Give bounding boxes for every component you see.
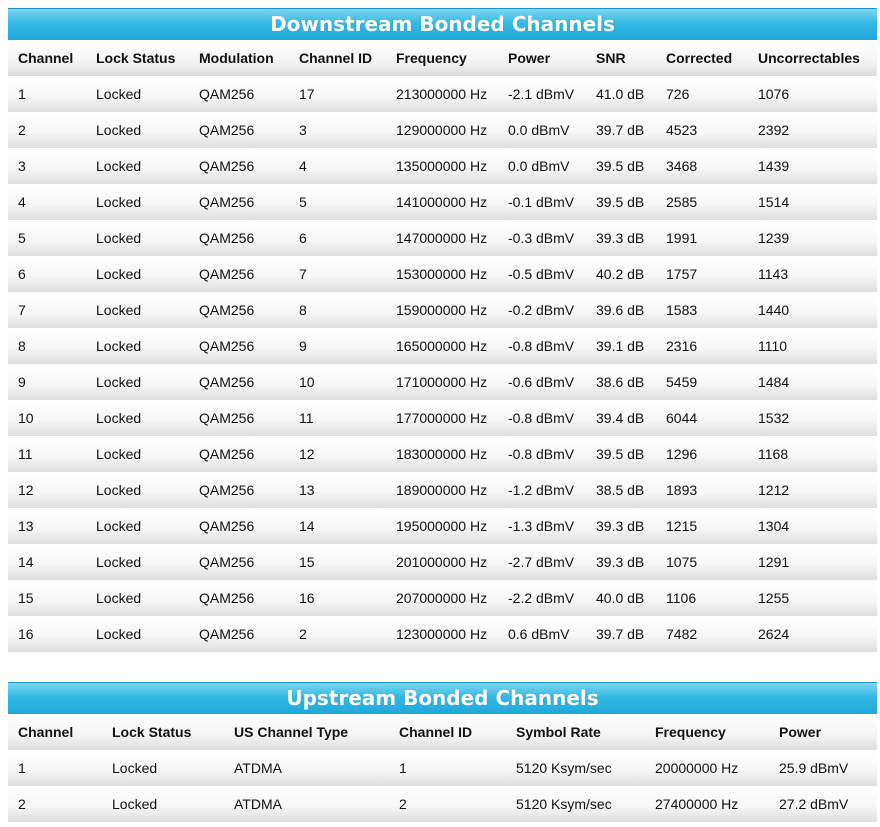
cell-frequency: 201000000 Hz (396, 554, 488, 570)
cell-modulation: QAM256 (199, 266, 255, 282)
cell-snr: 39.5 dB (596, 158, 645, 174)
cell-lock-status: Locked (96, 626, 142, 642)
cell-corrected: 1296 (666, 446, 698, 462)
col-header-frequency: Frequency (396, 50, 467, 66)
col-header-us-channel-type: US Channel Type (234, 724, 349, 740)
cell-us-channel-type: ATDMA (234, 760, 282, 776)
cell-modulation: QAM256 (199, 194, 255, 210)
table-row (8, 472, 877, 508)
cell-frequency: 213000000 Hz (396, 86, 488, 102)
cell-corrected: 4523 (666, 122, 698, 138)
downstream-rows (8, 76, 877, 652)
cell-channel-id: 5 (299, 194, 307, 210)
table-row (8, 112, 877, 148)
cell-modulation: QAM256 (199, 446, 255, 462)
cell-uncorrectables: 2392 (758, 122, 790, 138)
cell-snr: 41.0 dB (596, 86, 645, 102)
cell-uncorrectables: 2624 (758, 626, 790, 642)
cell-channel: 4 (18, 194, 26, 210)
cell-power: -0.3 dBmV (508, 230, 575, 246)
cell-corrected: 1215 (666, 518, 698, 534)
cell-modulation: QAM256 (199, 482, 255, 498)
cell-corrected: 1106 (666, 590, 697, 606)
cell-symbol-rate: 5120 Ksym/sec (516, 796, 612, 812)
cell-frequency: 165000000 Hz (396, 338, 488, 354)
cell-power: -0.8 dBmV (508, 338, 575, 354)
cell-snr: 39.1 dB (596, 338, 645, 354)
cell-snr: 39.6 dB (596, 302, 645, 318)
cell-channel: 7 (18, 302, 26, 318)
cell-channel-id: 1 (399, 760, 407, 776)
cell-snr: 40.0 dB (596, 590, 645, 606)
cell-uncorrectables: 1514 (758, 194, 790, 210)
cell-frequency: 195000000 Hz (396, 518, 488, 534)
cell-modulation: QAM256 (199, 626, 255, 642)
cell-lock-status: Locked (96, 230, 142, 246)
cell-power: -0.5 dBmV (508, 266, 575, 282)
cell-channel: 2 (18, 122, 26, 138)
col-header-uncorrectables: Uncorrectables (758, 50, 860, 66)
cell-channel: 2 (18, 796, 26, 812)
upstream-panel (8, 682, 877, 822)
cell-power: -2.1 dBmV (508, 86, 575, 102)
cell-frequency: 27400000 Hz (655, 796, 739, 812)
cell-corrected: 5459 (666, 374, 698, 390)
col-header-symbol-rate: Symbol Rate (516, 724, 601, 740)
cell-lock-status: Locked (96, 266, 142, 282)
cell-modulation: QAM256 (199, 590, 255, 606)
col-header-power: Power (779, 724, 822, 740)
col-header-corrected: Corrected (666, 50, 733, 66)
cell-channel-id: 4 (299, 158, 307, 174)
table-row (8, 750, 877, 786)
cell-uncorrectables: 1076 (758, 86, 790, 102)
cell-uncorrectables: 1440 (758, 302, 790, 318)
table-row (8, 256, 877, 292)
downstream-panel (8, 8, 877, 652)
cell-power: 27.2 dBmV (779, 796, 849, 812)
table-row (8, 292, 877, 328)
cell-snr: 39.3 dB (596, 518, 645, 534)
cell-uncorrectables: 1143 (758, 266, 789, 282)
cell-channel-id: 2 (399, 796, 407, 812)
cell-lock-status: Locked (96, 158, 142, 174)
cell-lock-status: Locked (112, 796, 158, 812)
cell-modulation: QAM256 (199, 302, 255, 318)
cell-lock-status: Locked (112, 760, 158, 776)
cell-uncorrectables: 1110 (758, 338, 788, 354)
cell-lock-status: Locked (96, 302, 142, 318)
cell-corrected: 1757 (666, 266, 698, 282)
cell-frequency: 159000000 Hz (396, 302, 488, 318)
cell-lock-status: Locked (96, 374, 142, 390)
cell-uncorrectables: 1168 (758, 446, 789, 462)
cell-lock-status: Locked (96, 194, 142, 210)
cell-channel: 8 (18, 338, 26, 354)
cell-channel-id: 7 (299, 266, 307, 282)
col-header-frequency: Frequency (655, 724, 726, 740)
cell-frequency: 135000000 Hz (396, 158, 488, 174)
cell-channel-id: 16 (299, 590, 315, 606)
cell-channel-id: 14 (299, 518, 315, 534)
downstream-header-row (8, 40, 877, 76)
col-header-channel-id: Channel ID (399, 724, 473, 740)
cell-channel: 1 (18, 760, 26, 776)
cell-modulation: QAM256 (199, 338, 255, 354)
cell-corrected: 6044 (666, 410, 698, 426)
cell-power: -2.2 dBmV (508, 590, 575, 606)
cell-channel-id: 2 (299, 626, 307, 642)
cell-lock-status: Locked (96, 86, 142, 102)
cell-uncorrectables: 1439 (758, 158, 790, 174)
cell-snr: 38.6 dB (596, 374, 645, 390)
cell-channel: 12 (18, 482, 34, 498)
upstream-header-row (8, 714, 877, 750)
cell-corrected: 1583 (666, 302, 698, 318)
cell-channel-id: 15 (299, 554, 315, 570)
cell-channel-id: 11 (299, 410, 314, 426)
cell-channel-id: 13 (299, 482, 315, 498)
cell-frequency: 177000000 Hz (396, 410, 488, 426)
cell-channel-id: 3 (299, 122, 307, 138)
cell-power: 0.0 dBmV (508, 158, 570, 174)
cell-corrected: 2585 (666, 194, 698, 210)
upstream-table (8, 714, 877, 822)
cell-modulation: QAM256 (199, 158, 255, 174)
cell-channel: 16 (18, 626, 34, 642)
cell-uncorrectables: 1291 (758, 554, 790, 570)
cell-modulation: QAM256 (199, 518, 255, 534)
cell-uncorrectables: 1239 (758, 230, 790, 246)
table-row (8, 436, 877, 472)
cell-modulation: QAM256 (199, 410, 255, 426)
cell-uncorrectables: 1212 (758, 482, 790, 498)
col-header-power: Power (508, 50, 551, 66)
cell-channel: 15 (18, 590, 34, 606)
cell-power: -0.6 dBmV (508, 374, 575, 390)
cell-frequency: 123000000 Hz (396, 626, 488, 642)
cell-channel: 5 (18, 230, 26, 246)
cell-frequency: 153000000 Hz (396, 266, 488, 282)
table-row (8, 786, 877, 822)
cell-corrected: 1893 (666, 482, 698, 498)
cell-snr: 39.4 dB (596, 410, 645, 426)
table-row (8, 148, 877, 184)
cell-lock-status: Locked (96, 338, 142, 354)
table-row (8, 616, 877, 652)
cell-channel-id: 9 (299, 338, 307, 354)
cell-frequency: 189000000 Hz (396, 482, 488, 498)
cell-power: 0.0 dBmV (508, 122, 570, 138)
cell-power: -0.8 dBmV (508, 410, 575, 426)
cell-modulation: QAM256 (199, 374, 255, 390)
cell-corrected: 1991 (666, 230, 698, 246)
col-header-lock-status: Lock Status (112, 724, 192, 740)
cell-channel-id: 10 (299, 374, 315, 390)
cell-channel-id: 12 (299, 446, 315, 462)
col-header-channel-id: Channel ID (299, 50, 373, 66)
table-row (8, 328, 877, 364)
cell-us-channel-type: ATDMA (234, 796, 282, 812)
cell-modulation: QAM256 (199, 122, 255, 138)
cell-snr: 39.7 dB (596, 626, 645, 642)
cell-lock-status: Locked (96, 518, 142, 534)
cell-frequency: 141000000 Hz (396, 194, 488, 210)
cell-channel: 9 (18, 374, 26, 390)
cell-frequency: 207000000 Hz (396, 590, 488, 606)
cell-lock-status: Locked (96, 554, 142, 570)
cell-corrected: 2316 (666, 338, 698, 354)
cell-channel-id: 6 (299, 230, 307, 246)
cell-channel: 3 (18, 158, 26, 174)
cell-corrected: 3468 (666, 158, 698, 174)
table-row (8, 508, 877, 544)
cell-frequency: 129000000 Hz (396, 122, 488, 138)
cell-power: -2.7 dBmV (508, 554, 575, 570)
cell-uncorrectables: 1255 (758, 590, 790, 606)
cell-lock-status: Locked (96, 410, 142, 426)
upstream-title: Upstream Bonded Channels (8, 682, 877, 714)
col-header-channel: Channel (18, 724, 74, 740)
cell-power: -0.1 dBmV (508, 194, 575, 210)
table-row (8, 76, 877, 112)
cell-corrected: 7482 (666, 626, 698, 642)
cell-uncorrectables: 1532 (758, 410, 790, 426)
col-header-channel: Channel (18, 50, 74, 66)
cell-frequency: 183000000 Hz (396, 446, 488, 462)
cell-frequency: 171000000 Hz (396, 374, 488, 390)
upstream-rows (8, 750, 877, 822)
cell-frequency: 20000000 Hz (655, 760, 739, 776)
table-row (8, 220, 877, 256)
cell-power: -1.3 dBmV (508, 518, 575, 534)
col-header-lock-status: Lock Status (96, 50, 176, 66)
cell-snr: 40.2 dB (596, 266, 645, 282)
cell-channel: 10 (18, 410, 34, 426)
downstream-table (8, 40, 877, 652)
table-row (8, 364, 877, 400)
cell-uncorrectables: 1304 (758, 518, 790, 534)
cell-snr: 38.5 dB (596, 482, 645, 498)
cell-power: -0.2 dBmV (508, 302, 575, 318)
cell-channel: 11 (18, 446, 33, 462)
cell-modulation: QAM256 (199, 554, 255, 570)
cell-uncorrectables: 1484 (758, 374, 790, 390)
cell-snr: 39.5 dB (596, 446, 645, 462)
cell-modulation: QAM256 (199, 86, 255, 102)
cell-snr: 39.3 dB (596, 554, 645, 570)
cell-lock-status: Locked (96, 446, 142, 462)
cell-symbol-rate: 5120 Ksym/sec (516, 760, 612, 776)
cell-modulation: QAM256 (199, 230, 255, 246)
table-row (8, 544, 877, 580)
cell-power: -0.8 dBmV (508, 446, 575, 462)
table-row (8, 184, 877, 220)
cell-power: 25.9 dBmV (779, 760, 849, 776)
col-header-snr: SNR (596, 50, 626, 66)
table-row (8, 580, 877, 616)
cell-channel: 6 (18, 266, 26, 282)
table-row (8, 400, 877, 436)
cell-power: 0.6 dBmV (508, 626, 570, 642)
cell-corrected: 726 (666, 86, 690, 102)
cell-channel: 14 (18, 554, 34, 570)
col-header-modulation: Modulation (199, 50, 274, 66)
cell-snr: 39.5 dB (596, 194, 645, 210)
cell-snr: 39.7 dB (596, 122, 645, 138)
cell-lock-status: Locked (96, 482, 142, 498)
cell-channel-id: 8 (299, 302, 307, 318)
cell-power: -1.2 dBmV (508, 482, 575, 498)
cell-channel: 1 (18, 86, 26, 102)
cell-channel: 13 (18, 518, 34, 534)
cell-frequency: 147000000 Hz (396, 230, 488, 246)
cell-lock-status: Locked (96, 590, 142, 606)
cell-lock-status: Locked (96, 122, 142, 138)
cell-channel-id: 17 (299, 86, 315, 102)
downstream-title: Downstream Bonded Channels (8, 8, 877, 40)
cell-corrected: 1075 (666, 554, 698, 570)
cell-snr: 39.3 dB (596, 230, 645, 246)
